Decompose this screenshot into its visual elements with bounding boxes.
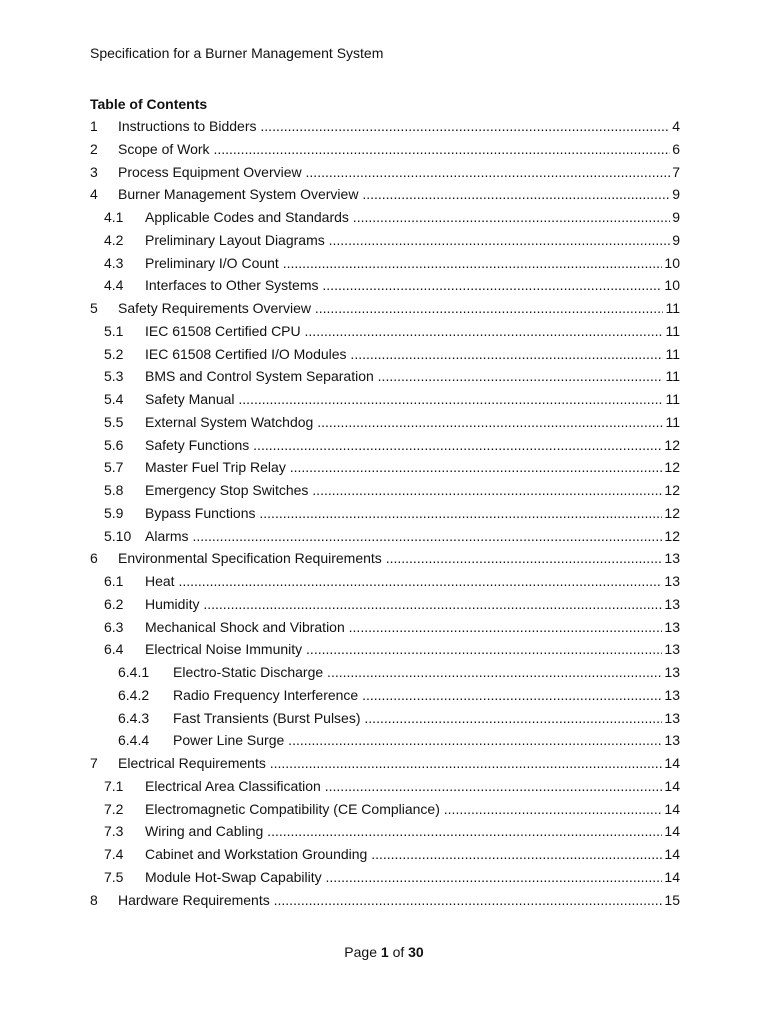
toc-entry-title: Mechanical Shock and Vibration ..... [145, 616, 680, 639]
toc-entry[interactable] [90, 684, 680, 707]
page-footer [0, 944, 768, 960]
toc-entry[interactable] [90, 206, 680, 229]
toc-entry-page: 11 [663, 365, 680, 388]
toc-entry-title: Preliminary I/O Count ..... [145, 252, 680, 275]
toc-entry-title: Radio Frequency Interference ..... [173, 684, 680, 707]
toc-entry-page: 11 [663, 411, 680, 434]
toc-entry-number: 5.8 [104, 482, 124, 498]
toc-entry-title: External System Watchdog ..... [145, 411, 680, 434]
toc-entry-number: 5 [90, 300, 98, 316]
toc-entry-page: 12 [662, 456, 680, 479]
toc-entry-page: 6 [670, 138, 680, 161]
toc-entry[interactable] [90, 320, 680, 343]
toc-entry-page: 4 [670, 115, 680, 138]
toc-entry[interactable] [90, 297, 680, 320]
toc-entry-number: 5.7 [104, 459, 124, 476]
toc-entry-number: 6 [90, 550, 98, 567]
toc-entry-page: 14 [662, 820, 680, 843]
toc-entry[interactable] [90, 775, 680, 798]
toc-entry-number: 4.3 [104, 254, 124, 271]
toc-entry-number: 7.1 [104, 777, 124, 794]
toc-entry-page: 15 [662, 889, 680, 912]
toc-heading: Table of Contents [90, 96, 208, 112]
toc-entry[interactable] [90, 798, 680, 821]
toc-entry[interactable] [90, 820, 680, 843]
toc-entry-number: 5.3 [104, 368, 124, 385]
toc-entry-title: Applicable Codes and Standards ..... [145, 206, 680, 229]
toc-entry-title: Electrical Area Classification ..... [145, 775, 680, 798]
toc-entry[interactable] [90, 616, 680, 639]
toc-entry-title: Cabinet and Workstation Grounding ..... [145, 843, 680, 866]
toc-entry-number: 6.4.4 [118, 732, 150, 749]
toc-entry-page: 10 [662, 252, 680, 275]
toc-entry-number: 4.2 [104, 231, 124, 248]
toc-entry-number: 5.5 [104, 413, 124, 430]
toc-entry-title: Heat ..... [145, 570, 680, 593]
toc-entry[interactable] [90, 570, 680, 593]
toc-entry-page: 9 [670, 206, 680, 229]
toc-entry-page: 13 [662, 638, 680, 661]
footer-of: of [392, 944, 405, 960]
toc-entry[interactable] [90, 365, 680, 388]
toc-entry-page: 14 [662, 752, 680, 775]
toc-entry[interactable] [90, 274, 680, 297]
toc-entry-title: Fast Transients (Burst Pulses) ..... [173, 707, 680, 730]
toc-entry-title: Wiring and Cabling ..... [145, 820, 680, 843]
toc-entry-number: 7 [90, 755, 98, 771]
toc-entry-number: 5.6 [104, 436, 124, 453]
toc-entry[interactable] [90, 729, 680, 752]
toc-entry-title: Hardware Requirements ..... [118, 889, 680, 912]
toc-entry-page: 13 [662, 707, 680, 730]
toc-entry-number: 6.4.1 [118, 664, 150, 680]
toc-entry-page: 11 [663, 343, 680, 366]
toc-entry-page: 14 [662, 798, 680, 821]
toc-entry-title: Safety Requirements Overview ..... [118, 297, 680, 320]
toc-entry-page: 13 [662, 593, 680, 616]
toc-entry-title: Safety Functions ..... [145, 434, 680, 457]
toc-entry[interactable] [90, 434, 680, 457]
toc-entry-number: 7.5 [104, 868, 124, 885]
toc-entry-title: Preliminary Layout Diagrams ..... [145, 229, 680, 252]
toc-entry-number: 5.2 [104, 345, 124, 362]
toc-entry-title: Humidity ..... [145, 593, 680, 616]
toc-entry-page: 12 [662, 502, 680, 525]
toc-entry-page: 12 [662, 479, 680, 502]
toc-entry[interactable] [90, 138, 680, 161]
toc-entry-title: Electromagnetic Compatibility (CE Compliance) ..... [145, 798, 680, 821]
toc-entry-number: 6.4.3 [118, 709, 150, 726]
toc-entry-number: 3 [90, 163, 98, 180]
toc-entry-title: Instructions to Bidders ..... [118, 115, 680, 138]
toc-entry-page: 11 [663, 297, 680, 320]
toc-entry-page: 11 [663, 388, 680, 411]
toc-entry[interactable] [90, 889, 680, 912]
toc-entry[interactable] [90, 183, 680, 206]
toc-entry-title: Interfaces to Other Systems ..... [145, 274, 680, 297]
toc-entry-title: Scope of Work ..... [118, 138, 680, 161]
toc-entry-number: 6.1 [104, 573, 124, 589]
toc-entry-page: 7 [670, 161, 680, 184]
toc-entry-page: 12 [662, 525, 680, 548]
toc-entry-title: Environmental Specification Requirements ..... [118, 547, 680, 570]
toc-entry-page: 13 [662, 616, 680, 639]
toc-entry-page: 11 [663, 320, 680, 343]
toc-entry-number: 4 [90, 186, 98, 203]
toc-entry-title: Burner Management System Overview ..... [118, 183, 680, 206]
toc-entry-title: Safety Manual ..... [145, 388, 680, 411]
toc-entry[interactable] [90, 161, 680, 184]
toc-entry-number: 5.10 [104, 527, 132, 544]
toc-entry-title: Emergency Stop Switches ..... [145, 479, 680, 502]
table-of-contents [90, 115, 680, 911]
toc-entry-number: 7.3 [104, 823, 124, 840]
toc-entry-number: 4.1 [104, 209, 124, 225]
toc-entry-number: 2 [90, 140, 98, 157]
toc-entry[interactable] [90, 752, 680, 775]
toc-entry[interactable] [90, 411, 680, 434]
page-header: Specification for a Burner Management System [90, 45, 384, 61]
toc-entry-page: 13 [662, 729, 680, 752]
toc-entry-page: 9 [670, 183, 680, 206]
toc-entry-number: 4.4 [104, 277, 124, 294]
toc-entry[interactable] [90, 343, 680, 366]
toc-entry-title: Electrical Noise Immunity ..... [145, 638, 680, 661]
toc-entry[interactable] [90, 843, 680, 866]
toc-entry[interactable] [90, 502, 680, 525]
toc-entry-number: 6.3 [104, 618, 124, 635]
toc-entry-number: 5.9 [104, 504, 124, 521]
toc-entry-title: Module Hot-Swap Capability ..... [145, 866, 680, 889]
toc-entry-page: 14 [662, 866, 680, 889]
toc-entry[interactable] [90, 866, 680, 889]
toc-entry-number: 5.4 [104, 391, 124, 407]
toc-entry-number: 7.4 [104, 846, 124, 862]
toc-entry-title: Electro-Static Discharge ..... [173, 661, 680, 684]
toc-entry-number: 6.2 [104, 595, 124, 612]
toc-entry[interactable] [90, 479, 680, 502]
toc-entry-title: Alarms ..... [145, 525, 680, 548]
toc-entry[interactable] [90, 115, 680, 138]
footer-prefix: Page [344, 944, 377, 960]
toc-entry-number: 7.2 [104, 800, 124, 817]
toc-entry[interactable] [90, 229, 680, 252]
toc-entry-number: 1 [90, 118, 98, 134]
toc-entry-title: Bypass Functions ..... [145, 502, 680, 525]
toc-entry-page: 13 [662, 547, 680, 570]
toc-entry[interactable] [90, 661, 680, 684]
toc-entry-number: 6.4 [104, 641, 124, 658]
toc-entry-page: 12 [662, 434, 680, 457]
toc-entry-page: 14 [662, 843, 680, 866]
toc-entry-title: Master Fuel Trip Relay ..... [145, 456, 680, 479]
toc-entry[interactable] [90, 388, 680, 411]
toc-entry-page: 13 [662, 684, 680, 707]
toc-entry-title: Process Equipment Overview ..... [118, 161, 680, 184]
toc-entry-number: 5.1 [104, 322, 124, 339]
toc-entry-page: 10 [662, 274, 680, 297]
toc-entry[interactable] [90, 456, 680, 479]
toc-entry[interactable] [90, 252, 680, 275]
toc-entry-title: BMS and Control System Separation ..... [145, 365, 680, 388]
toc-entry-page: 13 [662, 661, 680, 684]
toc-entry[interactable] [90, 638, 680, 661]
footer-current-page: 1 [380, 944, 389, 960]
toc-entry-title: IEC 61508 Certified I/O Modules ..... [145, 343, 680, 366]
toc-entry-page: 14 [662, 775, 680, 798]
toc-entry[interactable] [90, 707, 680, 730]
toc-entry-page: 13 [662, 570, 680, 593]
toc-entry[interactable] [90, 547, 680, 570]
toc-entry-number: 6.4.2 [118, 686, 150, 703]
toc-entry-number: 8 [90, 891, 98, 908]
toc-entry-title: IEC 61508 Certified CPU ..... [145, 320, 680, 343]
toc-entry-title: Electrical Requirements ..... [118, 752, 680, 775]
toc-entry[interactable] [90, 593, 680, 616]
footer-total-pages: 30 [408, 944, 424, 960]
toc-entry-title: Power Line Surge ..... [173, 729, 680, 752]
toc-entry-page: 9 [670, 229, 680, 252]
toc-entry[interactable] [90, 525, 680, 548]
